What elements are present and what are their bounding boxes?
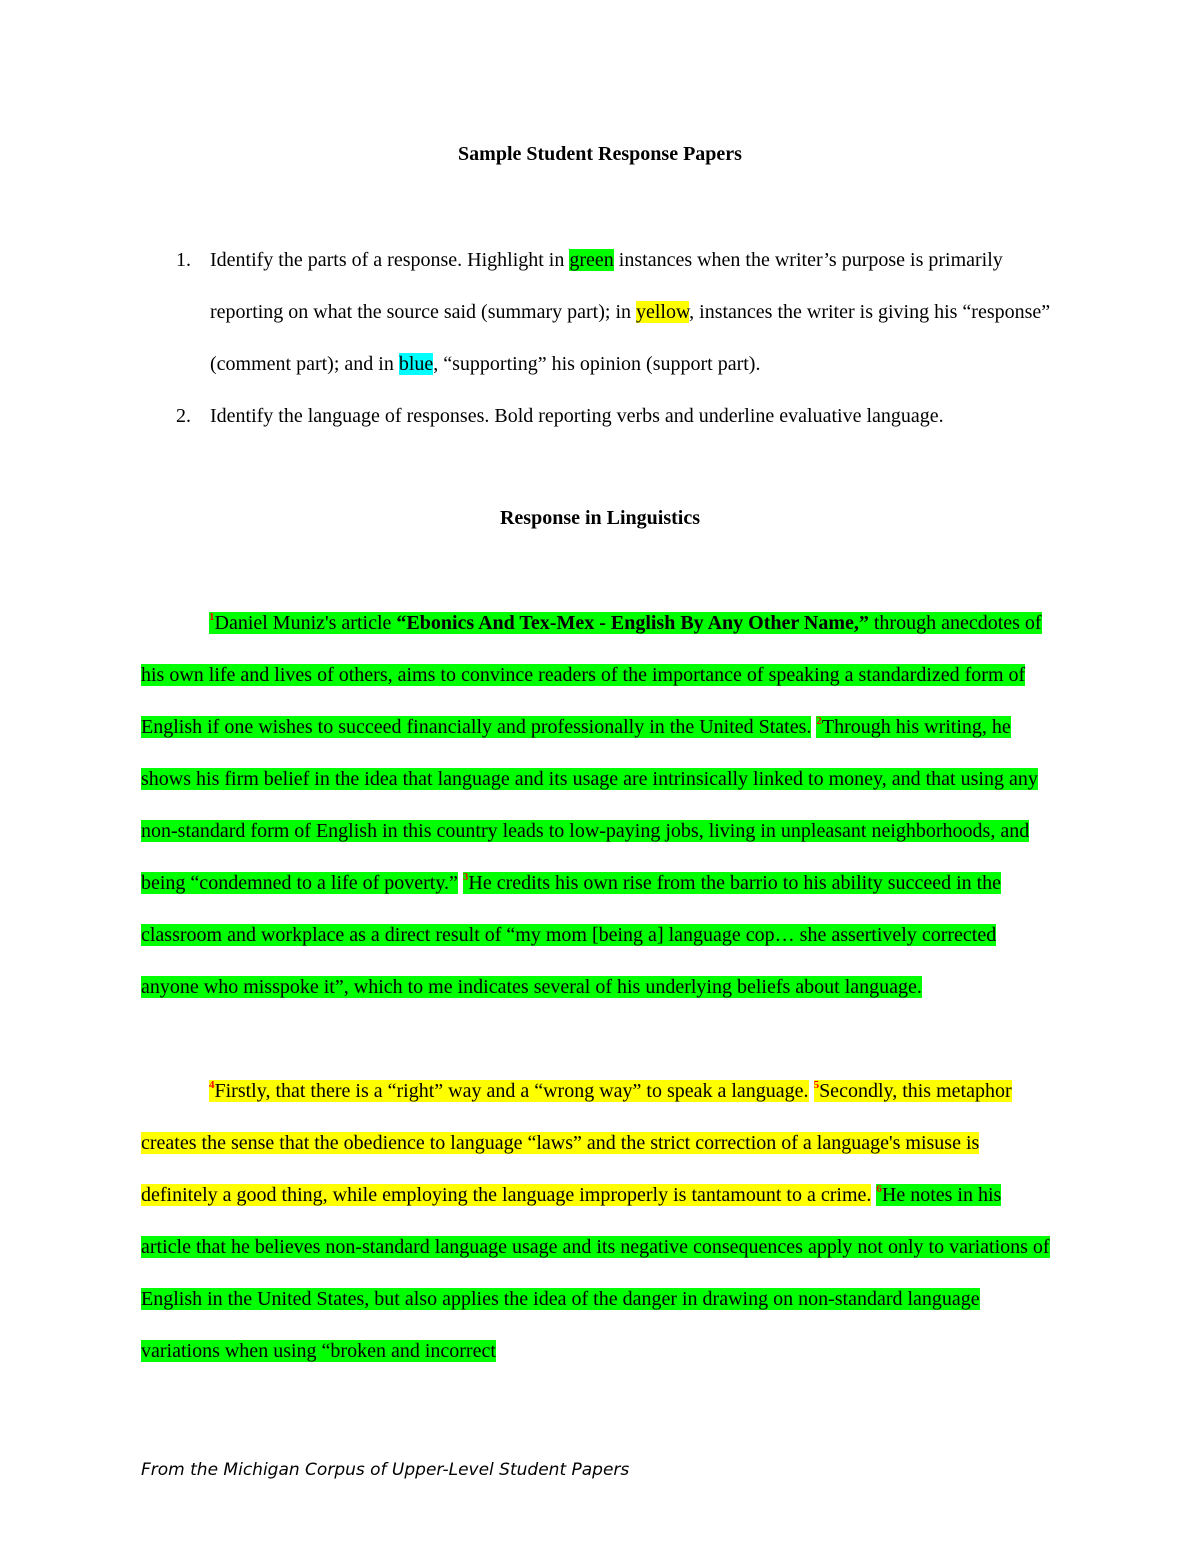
sentence-6 bbox=[141, 1184, 1050, 1362]
instruction-2-text: Identify the language of responses. Bold reporting verbs and underline evaluative language. bbox=[210, 405, 944, 427]
section-title: Response in Linguistics bbox=[499, 507, 701, 529]
blue-highlight-word: blue bbox=[398, 353, 434, 375]
sentence-1-text-a: Daniel Muniz's article bbox=[214, 612, 397, 634]
document-title: Sample Student Response Papers bbox=[458, 143, 742, 165]
sentence-3-text: He credits his own rise from the barrio to his ability succeed in the classroom and workplace as a direct result of “my mom [being a] language cop… she assertively corrected anyone who misspoke it”, which to me indicates several of his underlying beliefs about language. bbox=[141, 872, 1002, 998]
sentence-2 bbox=[141, 716, 1038, 894]
instruction-item-2 bbox=[176, 390, 1070, 442]
sentence-number-1: 1 bbox=[209, 611, 215, 623]
green-highlight-word: green bbox=[569, 249, 614, 271]
sentence-number-5: 5 bbox=[813, 1079, 820, 1091]
yellow-highlight-word: yellow bbox=[636, 301, 690, 323]
page-footer: From the Michigan Corpus of Upper-Level Student Papers bbox=[141, 1460, 630, 1480]
sentence-4 bbox=[209, 1080, 809, 1102]
paragraph-1 bbox=[141, 597, 1053, 1013]
sentence-4-text: Firstly, that there is a “right” way and a “wrong way” to speak a language. bbox=[214, 1080, 809, 1102]
sentence-number-2: 2 bbox=[816, 715, 822, 727]
instruction-number-1: 1. bbox=[176, 249, 191, 271]
instruction-number-2: 2. bbox=[176, 405, 191, 427]
paragraph-2 bbox=[141, 1065, 1053, 1377]
instruction-item-1 bbox=[176, 234, 1070, 390]
sentence-number-4: 4 bbox=[209, 1079, 215, 1091]
sentence-number-6: 6 bbox=[876, 1183, 882, 1195]
instruction-1-text-b: instances when the writer’s purpose is primarily reporting on what the source said (summary part); in bbox=[210, 249, 1003, 323]
sentence-number-3: 3 bbox=[462, 871, 469, 883]
instruction-1-text-d: , “supporting” his opinion (support part). bbox=[433, 353, 761, 375]
sentence-5-text: Secondly, this metaphor creates the sense that the obedience to language “laws” and the strict correction of a language's misuse is definitely a good thing, while employing the language improperly is tantamount to a crime. bbox=[141, 1080, 1012, 1206]
instruction-1-text-c: , instances the writer is giving his “response” (comment part); and in bbox=[210, 301, 1051, 375]
sentence-1-text-b: through anecdotes of his own life and lives of others, aims to convince readers of the importance of speaking a standardized form of English if one wishes to succeed financially and professionally in the United States. bbox=[141, 612, 1042, 738]
instruction-1-text-a: Identify the parts of a response. Highlight in bbox=[210, 249, 570, 271]
sentence-2-text: Through his writing, he shows his firm belief in the idea that language and its usage are intrinsically linked to money, and that using any non-standard form of English in this country leads to low-paying jobs, living in unpleasant neighborhoods, and being “condemned to a life of poverty.” bbox=[141, 716, 1038, 894]
article-title-bold: “Ebonics And Tex-Mex - English By Any Other Name,” bbox=[396, 612, 869, 634]
sentence-6-text: He notes in his article that he believes non-standard language usage and its negative consequences apply not only to variations of English in the United States, but also applies the idea of the danger in drawing on non-standard language variations when using “broken and incorrect bbox=[141, 1184, 1050, 1362]
